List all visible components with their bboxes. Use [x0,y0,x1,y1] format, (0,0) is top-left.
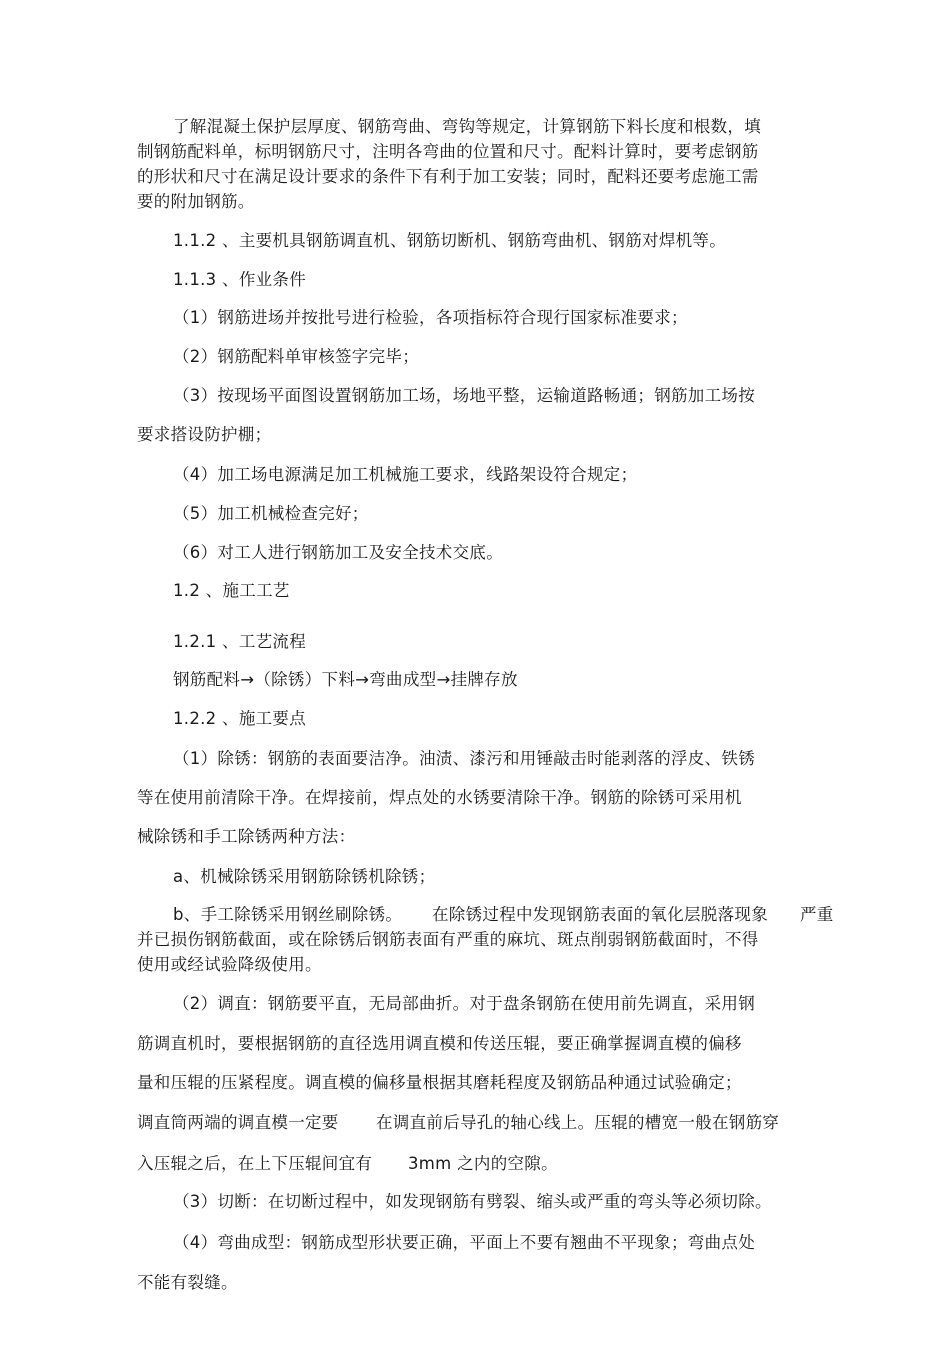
paragraph-line: 并已损伤钢筋截面，或在除锈后钢筋表面有严重的麻坑、斑点削弱钢筋截面时，不得 [137,930,759,949]
section-heading: 1.2.2 、施工要点 [173,709,307,728]
list-item: （3）按现场平面图设置钢筋加工场，场地平整，运输道路畅通；钢筋加工场按 [173,386,755,405]
section-heading: 1.1.3 、作业条件 [173,270,307,289]
paragraph-line: 了解混凝土保护层厚度、钢筋弯曲、弯钩等规定，计算钢筋下料长度和根数，填 [173,117,761,136]
list-item: （5）加工机械检查完好； [173,504,369,523]
section-heading: 1.2.1 、工艺流程 [173,632,307,651]
paragraph-line: 筋调直机时，要根据钢筋的直径选用调直模和传送压辊，要正确掌握调直模的偏移 [137,1034,742,1053]
paragraph-line: 入压辊之后，在上下压辊间宜有 [137,1154,373,1173]
list-item: （6）对工人进行钢筋加工及安全技术交底。 [173,543,503,562]
paragraph-line: 使用或经试验降级使用。 [137,955,322,974]
paragraph-line: 在调直前后导孔的轴心线上。压辊的槽宽一般在钢筋穿 [376,1113,780,1132]
list-item: （2）调直：钢筋要平直，无局部曲折。对于盘条钢筋在使用前先调直，采用钢 [173,994,755,1013]
paragraph-line: 的形状和尺寸在满足设计要求的条件下有利于加工安装；同时，配料还要考虑施工需 [137,167,759,186]
paragraph-line: 等在使用前清除干净。在焊接前，焊点处的水锈要清除干净。钢筋的除锈可采用机 [137,788,742,807]
list-item: （3）切断：在切断过程中，如发现钢筋有劈裂、缩头或严重的弯头等必须切除。 [173,1192,772,1211]
list-item: （4）弯曲成型：钢筋成型形状要正确，平面上不要有翘曲不平现象；弯曲点处 [173,1233,755,1252]
list-item: a、机械除锈采用钢筋除锈机除锈； [173,867,436,886]
section-heading: 1.1.2 、主要机具钢筋调直机、钢筋切断机、钢筋弯曲机、钢筋对焊机等。 [173,231,727,250]
paragraph-line: 要求搭设防护棚； [137,425,272,444]
paragraph-line: 要的附加钢筋。 [137,192,255,211]
paragraph-line: 制钢筋配料单，标明钢筋尺寸，注明各弯曲的位置和尺寸。配料计算时，要考虑钢筋 [137,142,759,161]
list-item: （1）除锈：钢筋的表面要洁净。油渍、漆污和用锤敲击时能剥落的浮皮、铁锈 [173,749,755,768]
list-item: （4）加工场电源满足加工机械施工要求，线路架设符合规定； [173,465,638,484]
paragraph-line: 严重 [800,905,834,924]
paragraph-line: 不能有裂缝。 [137,1273,238,1292]
paragraph-line: 械除锈和手工除锈两种方法： [137,827,356,846]
paragraph-line: 3mm 之内的空隙。 [408,1154,558,1173]
list-item: （1）钢筋进场并按批号进行检验，各项指标符合现行国家标准要求； [173,308,688,327]
list-item: （2）钢筋配料单审核签字完毕； [173,347,419,366]
paragraph-line: 量和压辊的压紧程度。调直模的偏移量根据其磨耗程度及钢筋品种通过试验确定； [137,1073,742,1092]
paragraph-line: 调直筒两端的调直模一定要 [137,1113,339,1132]
paragraph-line: 在除锈过程中发现钢筋表面的氧化层脱落现象 [432,905,768,924]
list-item: b、手工除锈采用钢丝刷除锈。 [173,905,403,924]
section-heading: 1.2 、施工工艺 [173,581,290,600]
process-flow: 钢筋配料→（除锈）下料→弯曲成型→挂牌存放 [173,670,518,689]
